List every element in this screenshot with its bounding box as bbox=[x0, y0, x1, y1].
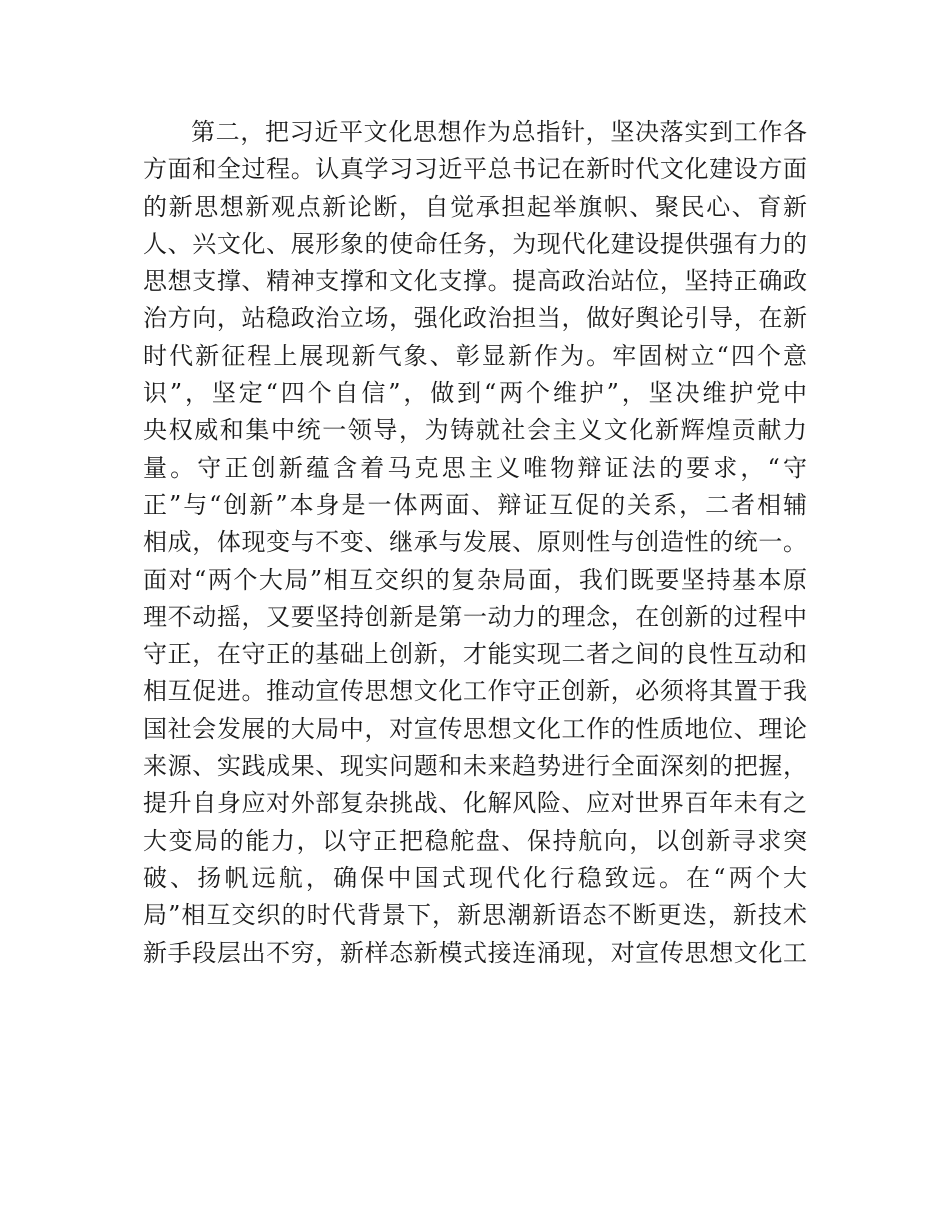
text-line: 新手段层出不穷，新样态新模式接连涌现，对宣传思想文化工 bbox=[143, 938, 807, 967]
text-line: 大变局的能力，以守正把稳舵盘、保持航向，以创新寻求突 bbox=[143, 826, 807, 855]
text-line: 面对“两个大局”相互交织的复杂局面，我们既要坚持基本原 bbox=[143, 565, 807, 594]
text-line: 的新思想新观点新论断，自觉承担起举旗帜、聚民心、育新 bbox=[143, 192, 807, 221]
text-line: 央权威和集中统一领导，为铸就社会主义文化新辉煌贡献力 bbox=[143, 416, 807, 445]
text-line: 时代新征程上展现新气象、彰显新作为。牢固树立“四个意 bbox=[143, 341, 807, 370]
text-line: 国社会发展的大局中，对宣传思想文化工作的性质地位、理论 bbox=[143, 714, 807, 743]
text-line: 相成，体现变与不变、继承与发展、原则性与创造性的统一。 bbox=[143, 528, 807, 557]
text-line: 量。守正创新蕴含着马克思主义唯物辩证法的要求，“守 bbox=[143, 453, 807, 482]
text-line: 破、扬帆远航，确保中国式现代化行稳致远。在“两个大 bbox=[143, 863, 807, 892]
text-line: 正”与“创新”本身是一体两面、辩证互促的关系，二者相辅 bbox=[143, 490, 807, 519]
text-line: 识”，坚定“四个自信”，做到“两个维护”，坚决维护党中 bbox=[143, 379, 807, 408]
text-line: 治方向，站稳政治立场，强化政治担当，做好舆论引导，在新 bbox=[143, 304, 807, 333]
text-line: 第二，把习近平文化思想作为总指针，坚决落实到工作各 bbox=[191, 118, 807, 146]
text-line: 提升自身应对外部复杂挑战、化解风险、应对世界百年未有之 bbox=[143, 789, 807, 818]
text-line: 人、兴文化、展形象的使命任务，为现代化建设提供强有力的 bbox=[143, 229, 807, 258]
text-line: 相互促进。推动宣传思想文化工作守正创新，必须将其置于我 bbox=[143, 677, 807, 706]
text-line: 来源、实践成果、现实问题和未来趋势进行全面深刻的把握， bbox=[143, 752, 807, 781]
text-line: 守正，在守正的基础上创新，才能实现二者之间的良性互动和 bbox=[143, 640, 807, 669]
body-paragraph bbox=[143, 114, 807, 972]
text-line: 方面和全过程。认真学习习近平总书记在新时代文化建设方面 bbox=[143, 155, 807, 184]
text-line: 思想支撑、精神支撑和文化支撑。提高政治站位，坚持正确政 bbox=[143, 267, 807, 296]
text-line: 理不动摇，又要坚持创新是第一动力的理念，在创新的过程中 bbox=[143, 602, 807, 631]
text-line: 局”相互交织的时代背景下，新思潮新语态不断更迭，新技术 bbox=[143, 901, 807, 930]
